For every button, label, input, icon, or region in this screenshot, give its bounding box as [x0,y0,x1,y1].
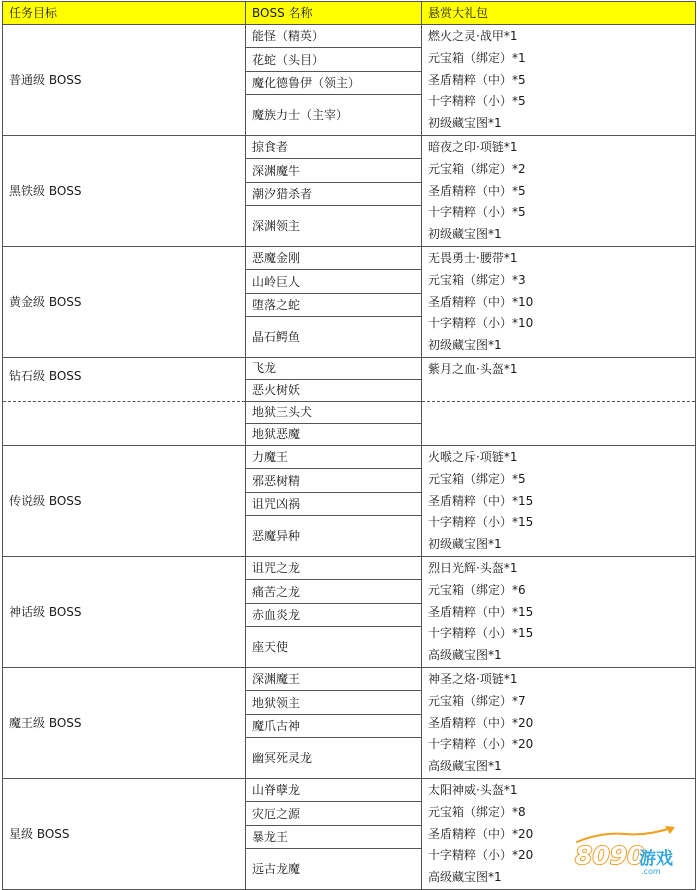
reward-cell [422,667,696,778]
tier-name: 传说级 BOSS [3,445,246,556]
header-task: 任务目标 [3,2,246,25]
header-reward: 悬赏大礼包 [422,2,696,25]
reward-cell [422,556,696,667]
table-row [3,401,696,423]
boss-name: 座天使 [246,627,422,668]
reward-item: 火喉之斥·项链*1 [428,449,518,464]
reward-cell [422,445,696,556]
boss-name: 魔化德鲁伊（领主） [246,71,422,94]
boss-name: 邪恶树精 [246,469,422,492]
reward-item: 暗夜之印·项链*1 [428,139,518,154]
boss-name: 地狱领主 [246,691,422,714]
table-row [3,667,696,690]
boss-name: 远古龙魔 [246,849,422,890]
boss-name: 深渊领主 [246,206,422,247]
boss-name: 掠食者 [246,135,422,158]
tier-name-continued [3,401,246,445]
table-row [3,778,696,801]
boss-name: 魔爪古神 [246,714,422,737]
reward-item: 高级藏宝图*1 [428,648,502,663]
reward-cell [422,401,696,445]
reward-cell [422,246,696,357]
boss-name: 诅咒之龙 [246,556,422,579]
header-boss: BOSS 名称 [246,2,422,25]
boss-name: 堕落之蛇 [246,293,422,316]
reward-item: 圣盾精粹（中）*20 [428,826,534,841]
boss-reward-table [2,1,696,890]
tier-name: 星级 BOSS [3,778,246,889]
reward-item: 十字精粹（小）*15 [428,626,534,641]
reward-item: 元宝箱（绑定）*1 [428,50,526,65]
tier-name: 钻石级 BOSS [3,357,246,401]
boss-name: 恶魔异种 [246,516,422,557]
boss-name: 暴龙王 [246,825,422,848]
reward-item: 高级藏宝图*1 [428,759,502,774]
boss-name: 晶石鳄鱼 [246,317,422,358]
site-watermark-logo [571,824,691,876]
boss-name: 山岭巨人 [246,270,422,293]
reward-cell [422,25,696,136]
reward-cell [422,135,696,246]
reward-item: 烈日光辉·头盔*1 [428,560,518,575]
reward-item: 元宝箱（绑定）*5 [428,471,526,486]
reward-item: 圣盾精粹（中）*15 [428,604,534,619]
boss-name: 深渊魔牛 [246,159,422,182]
boss-name: 赤血炎龙 [246,603,422,626]
tier-name: 黄金级 BOSS [3,246,246,357]
reward-item: 圣盾精粹（中）*15 [428,493,534,508]
reward-item: 圣盾精粹（中）*10 [428,294,534,309]
reward-item: 圣盾精粹（中）*5 [428,183,526,198]
reward-item: 元宝箱（绑定）*6 [428,582,526,597]
reward-item: 十字精粹（小）*5 [428,205,526,220]
boss-name: 花蛇（头目） [246,48,422,71]
reward-item: 元宝箱（绑定）*7 [428,693,526,708]
table-row [3,25,696,48]
watermark-text: 游戏 [639,849,673,869]
boss-name: 痛苦之龙 [246,580,422,603]
reward-item: 十字精粹（小）*20 [428,848,534,863]
boss-name: 恶魔金刚 [246,246,422,269]
tier-name: 魔王级 BOSS [3,667,246,778]
reward-item: 紫月之血·头盔*1 [428,361,518,376]
reward-item: 十字精粹（小）*10 [428,316,534,331]
table-row [3,246,696,269]
reward-item: 圣盾精粹（中）*5 [428,72,526,87]
reward-item: 初级藏宝图*1 [428,227,502,242]
table-row [3,445,696,468]
boss-name: 力魔王 [246,445,422,468]
reward-item: 燃火之灵·战甲*1 [428,29,518,43]
reward-item: 圣盾精粹（中）*20 [428,715,534,730]
reward-item: 十字精粹（小）*20 [428,737,534,752]
watermark-digits: 8090 [575,841,645,870]
reward-item: 十字精粹（小）*5 [428,94,526,109]
reward-item: 太阳神威·头盔*1 [428,782,518,797]
boss-name: 山脊孽龙 [246,778,422,801]
reward-item: 初级藏宝图*1 [428,537,502,552]
boss-name: 幽冥死灵龙 [246,738,422,779]
boss-name: 飞龙 [246,357,422,379]
boss-name: 地狱恶魔 [246,423,422,445]
reward-item: 初级藏宝图*1 [428,116,502,131]
watermark-domain: .com [641,867,661,876]
boss-name: 地狱三头犬 [246,401,422,423]
reward-item: 十字精粹（小）*15 [428,515,534,530]
reward-item: 元宝箱（绑定）*8 [428,804,526,819]
table-row [3,556,696,579]
tier-name: 黑铁级 BOSS [3,135,246,246]
reward-item: 元宝箱（绑定）*2 [428,161,526,176]
boss-name: 能怪（精英） [246,25,422,48]
boss-name: 诅咒凶祸 [246,492,422,515]
tier-name: 神话级 BOSS [3,556,246,667]
tier-name: 普通级 BOSS [3,25,246,136]
boss-name: 恶火树妖 [246,379,422,401]
reward-item: 元宝箱（绑定）*3 [428,272,526,287]
table-row [3,135,696,158]
boss-name: 灾厄之源 [246,802,422,825]
reward-cell [422,357,696,401]
reward-item: 神圣之烙·项链*1 [428,671,518,686]
table-row [3,357,696,379]
boss-name: 潮汐猎杀者 [246,182,422,205]
reward-item: 高级藏宝图*1 [428,870,502,885]
boss-name: 魔族力士（主宰） [246,95,422,136]
reward-item: 无畏勇士·腰带*1 [428,250,518,265]
header-row [3,2,696,25]
boss-name: 深渊魔王 [246,667,422,690]
reward-item: 初级藏宝图*1 [428,338,502,353]
